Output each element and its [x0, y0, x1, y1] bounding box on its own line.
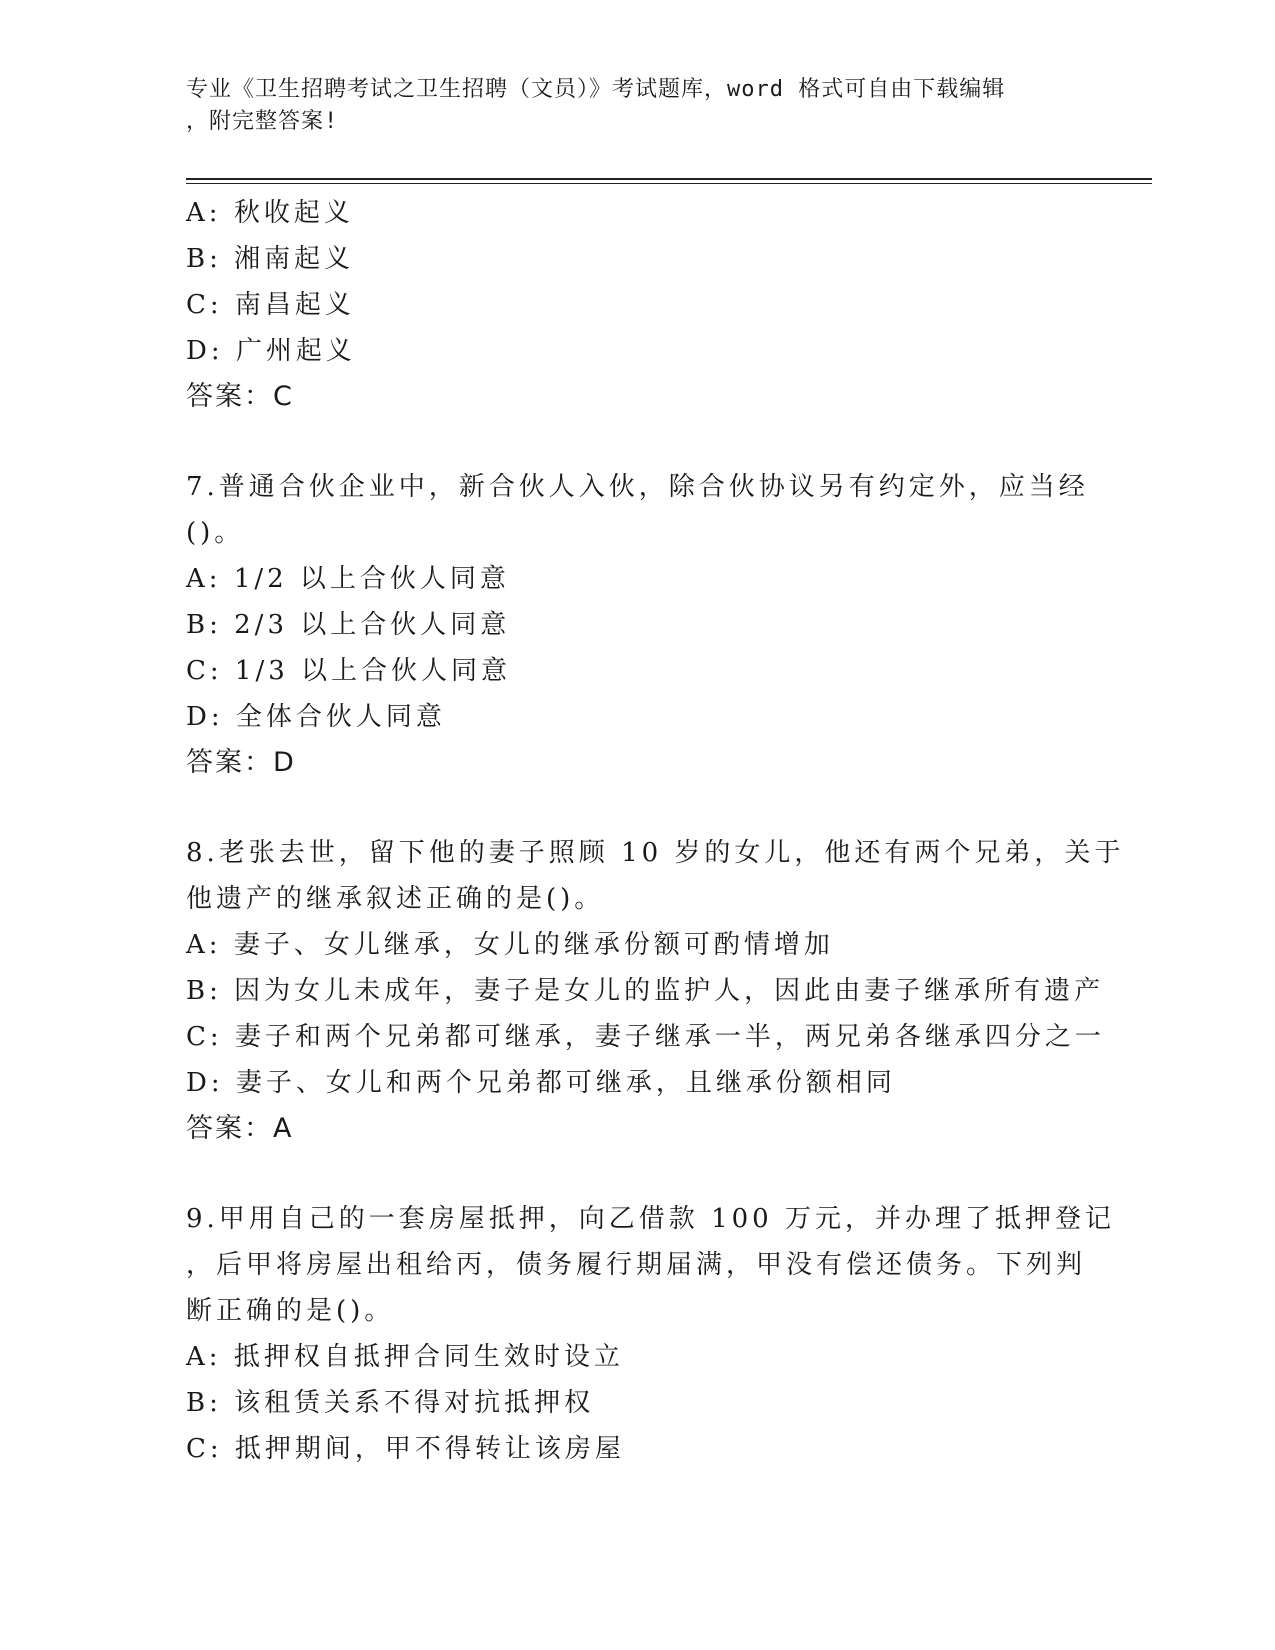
- question-stem: 9.甲用自己的一套房屋抵押，向乙借款 100 万元，并办理了抵押登记: [186, 1204, 1115, 1234]
- option-a: A: 1/2 以上合伙人同意: [186, 564, 510, 594]
- question-stem: 7.普通合伙企业中，新合伙人入伙，除合伙协议另有约定外，应当经: [186, 472, 1089, 502]
- option-b: B: 湘南起义: [186, 244, 355, 274]
- option-b: B: 该租赁关系不得对抗抵押权: [186, 1388, 595, 1418]
- header-divider-thick: [186, 178, 1152, 180]
- option-b: B: 因为女儿未成年，妻子是女儿的监护人，因此由妻子继承所有遗产: [186, 976, 1105, 1006]
- option-c: C: 1/3 以上合伙人同意: [186, 656, 512, 686]
- header-line-1: 专业《卫生招聘考试之卫生招聘（文员）》考试题库，word 格式可自由下载编辑: [186, 77, 1006, 102]
- option-a: A: 秋收起义: [186, 198, 354, 228]
- question-stem-cont: 断正确的是()。: [186, 1296, 395, 1326]
- option-a: A: 抵押权自抵押合同生效时设立: [186, 1342, 624, 1372]
- question-7: [186, 464, 1089, 786]
- question-stem-cont: ()。: [186, 518, 245, 548]
- option-d: D: 全体合伙人同意: [186, 702, 446, 732]
- question-stem-cont: 他遗产的继承叙述正确的是()。: [186, 884, 605, 914]
- question-6-tail: [186, 190, 1086, 420]
- header-line-2: ，附完整答案!: [186, 109, 339, 134]
- option-c: C: 南昌起义: [186, 290, 355, 320]
- option-d: D: 妻子、女儿和两个兄弟都可继承，且继承份额相同: [186, 1068, 896, 1098]
- document-header: [186, 74, 1066, 138]
- option-d: D: 广州起义: [186, 336, 356, 366]
- header-divider-thin: [186, 183, 1152, 184]
- question-list: [186, 190, 1125, 1472]
- question-stem-cont: ，后甲将房屋出租给丙，债务履行期届满，甲没有偿还债务。下列判: [186, 1250, 1087, 1280]
- answer-line: 答案：A: [186, 1113, 294, 1144]
- option-b: B: 2/3 以上合伙人同意: [186, 610, 511, 640]
- option-c: C: 妻子和两个兄弟都可继承，妻子继承一半，两兄弟各继承四分之一: [186, 1022, 1105, 1052]
- option-a: A: 妻子、女儿继承，女儿的继承份额可酌情增加: [186, 930, 834, 960]
- answer-line: 答案：C: [186, 381, 294, 412]
- question-9: [186, 1196, 1115, 1472]
- answer-line: 答案：D: [186, 747, 296, 778]
- question-8: [186, 830, 1125, 1152]
- question-stem: 8.老张去世，留下他的妻子照顾 10 岁的女儿，他还有两个兄弟，关于: [186, 838, 1125, 868]
- option-c: C: 抵押期间，甲不得转让该房屋: [186, 1434, 625, 1464]
